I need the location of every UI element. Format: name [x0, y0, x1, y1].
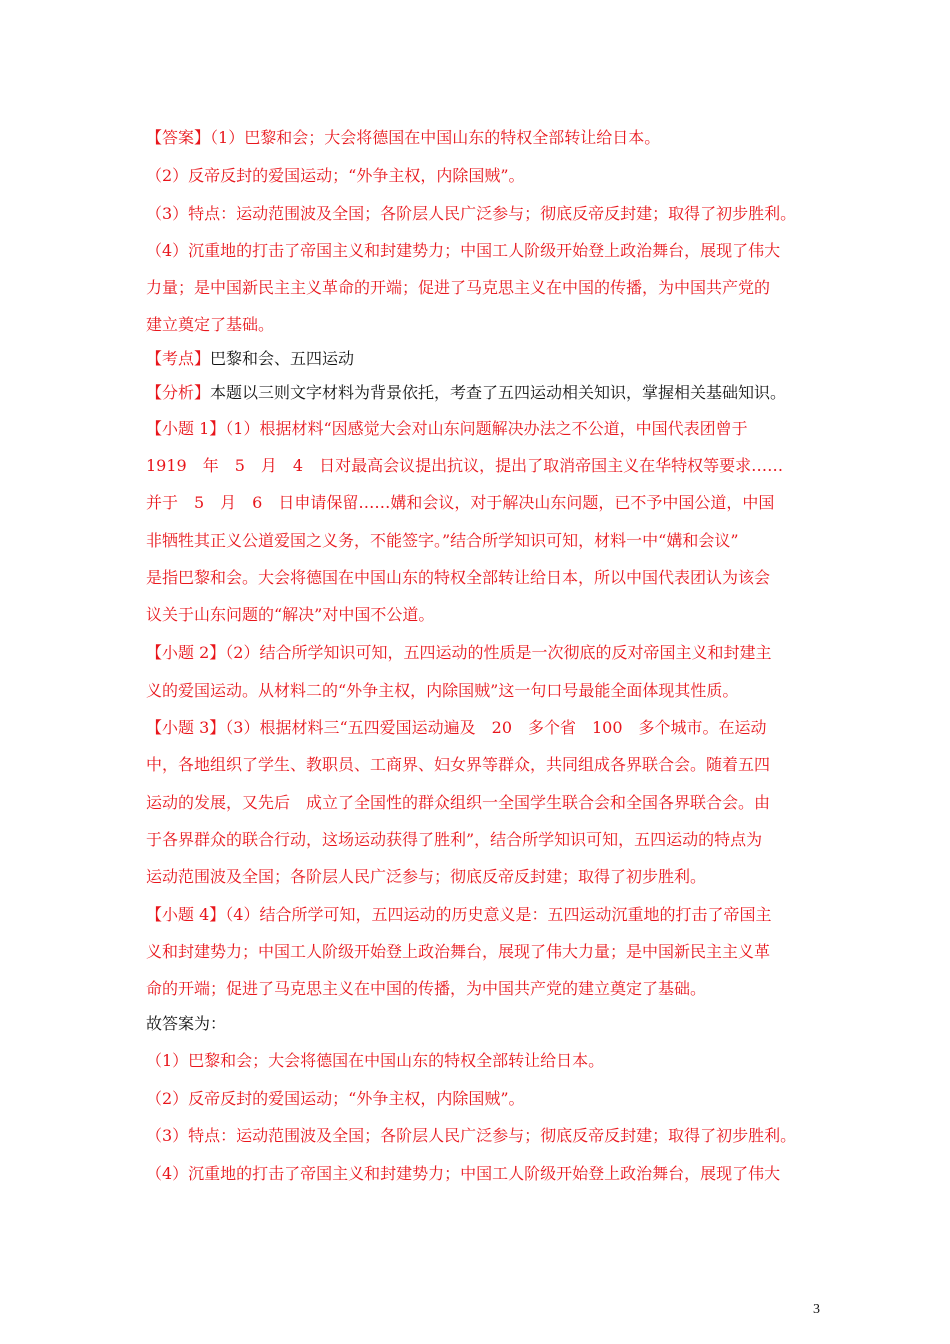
q4-line-3: 命的开端；促进了马克思主义在中国的传播，为中国共产党的建立奠定了基础。	[146, 979, 707, 998]
fenxi-line	[146, 382, 826, 404]
final-line-3: （3）特点：运动范围波及全国；各阶层人民广泛参与；彻底反帝反封建；取得了初步胜利。	[146, 1126, 797, 1145]
q4-line-1	[146, 904, 826, 926]
q1-line-2: 1919 年 5 月 4 日对最高会议提出抗议，提出了取消帝国主义在华特权等要求……	[146, 456, 784, 475]
q2-label: 【小题 2】	[146, 643, 226, 662]
final-intro: 故答案为：	[146, 1014, 227, 1033]
q3-text-1: （3）根据材料三“五四爱国运动遍及 20 多个省 100 多个城市。在运动	[225, 718, 767, 737]
answer-line-4: （4）沉重地的打击了帝国主义和封建势力；中国工人阶级开始登上政治舞台，展现了伟大	[146, 241, 781, 260]
q1-line-1	[146, 418, 826, 440]
q2-text-1: （2）结合所学知识可知，五四运动的性质是一次彻底的反对帝国主义和封建主	[225, 643, 772, 662]
q3-line-2: 中，各地组织了学生、教职员、工商界、妇女界等群众，共同组成各界联合会。随着五四	[146, 755, 771, 774]
q4-text-1: （4）结合所学可知，五四运动的历史意义是：五四运动沉重地的打击了帝国主	[225, 905, 772, 924]
q3-label: 【小题 3】	[146, 718, 226, 737]
q1-line-5: 是指巴黎和会。大会将德国在中国山东的特权全部转让给日本，所以中国代表团认为该会	[146, 568, 771, 587]
kaodian-text: 巴黎和会、五四运动	[210, 349, 355, 368]
q4-line-2: 义和封建势力；中国工人阶级开始登上政治舞台，展现了伟大力量；是中国新民主主义革	[146, 942, 771, 961]
answer-line-6: 建立奠定了基础。	[146, 315, 275, 334]
q1-line-4: 非牺牲其正义公道爱国之义务，不能签字。”结合所学知识可知，材料一中“媾和会议”	[146, 531, 739, 550]
q4-label: 【小题 4】	[146, 905, 226, 924]
answer-line-3: （3）特点：运动范围波及全国；各阶层人民广泛参与；彻底反帝反封建；取得了初步胜利。	[146, 204, 797, 223]
answer-label: 【答案】	[146, 128, 211, 147]
kaodian-label: 【考点】	[146, 349, 211, 368]
q3-line-5: 运动范围波及全国；各阶层人民广泛参与；彻底反帝反封建；取得了初步胜利。	[146, 867, 707, 886]
q1-line-3: 并于 5 月 6 日申请保留……媾和会议，对于解决山东问题，已不予中国公道，中国	[146, 493, 775, 512]
answer-line-2: （2）反帝反封的爱国运动；“外争主权，内除国贼”。	[146, 166, 525, 185]
q2-line-2: 义的爱国运动。从材料二的“外争主权，内除国贼”这一句口号最能全面体现其性质。	[146, 681, 739, 700]
q3-line-3: 运动的发展，又先后 成立了全国性的群众组织一全国学生联合会和全国各界联合会。由	[146, 793, 771, 812]
q1-label: 【小题 1】	[146, 419, 226, 438]
q3-line-1	[146, 717, 826, 739]
kaodian-line	[146, 348, 826, 370]
answer-line-5: 力量；是中国新民主主义革命的开端；促进了马克思主义在中国的传播，为中国共产党的	[146, 278, 771, 297]
fenxi-label: 【分析】	[146, 383, 211, 402]
q1-text-1: （1）根据材料“因感觉大会对山东问题解决办法之不公道，中国代表团曾于	[225, 419, 748, 438]
answer-line-1	[146, 127, 826, 149]
q3-line-4: 于各界群众的联合行动，这场运动获得了胜利”，结合所学知识可知，五四运动的特点为	[146, 830, 763, 849]
answer-text-1: （1）巴黎和会；大会将德国在中国山东的特权全部转让给日本。	[210, 128, 661, 147]
q2-line-1	[146, 642, 826, 664]
q1-line-6: 议关于山东问题的“解决”对中国不公道。	[146, 605, 435, 624]
final-line-2: （2）反帝反封的爱国运动；“外争主权，内除国贼”。	[146, 1089, 525, 1108]
final-line-1: （1）巴黎和会；大会将德国在中国山东的特权全部转让给日本。	[146, 1051, 605, 1070]
final-line-4: （4）沉重地的打击了帝国主义和封建势力；中国工人阶级开始登上政治舞台，展现了伟大	[146, 1164, 781, 1183]
page-number: 3	[813, 1302, 820, 1317]
fenxi-text: 本题以三则文字材料为背景依托，考查了五四运动相关知识，掌握相关基础知识。	[210, 383, 787, 402]
